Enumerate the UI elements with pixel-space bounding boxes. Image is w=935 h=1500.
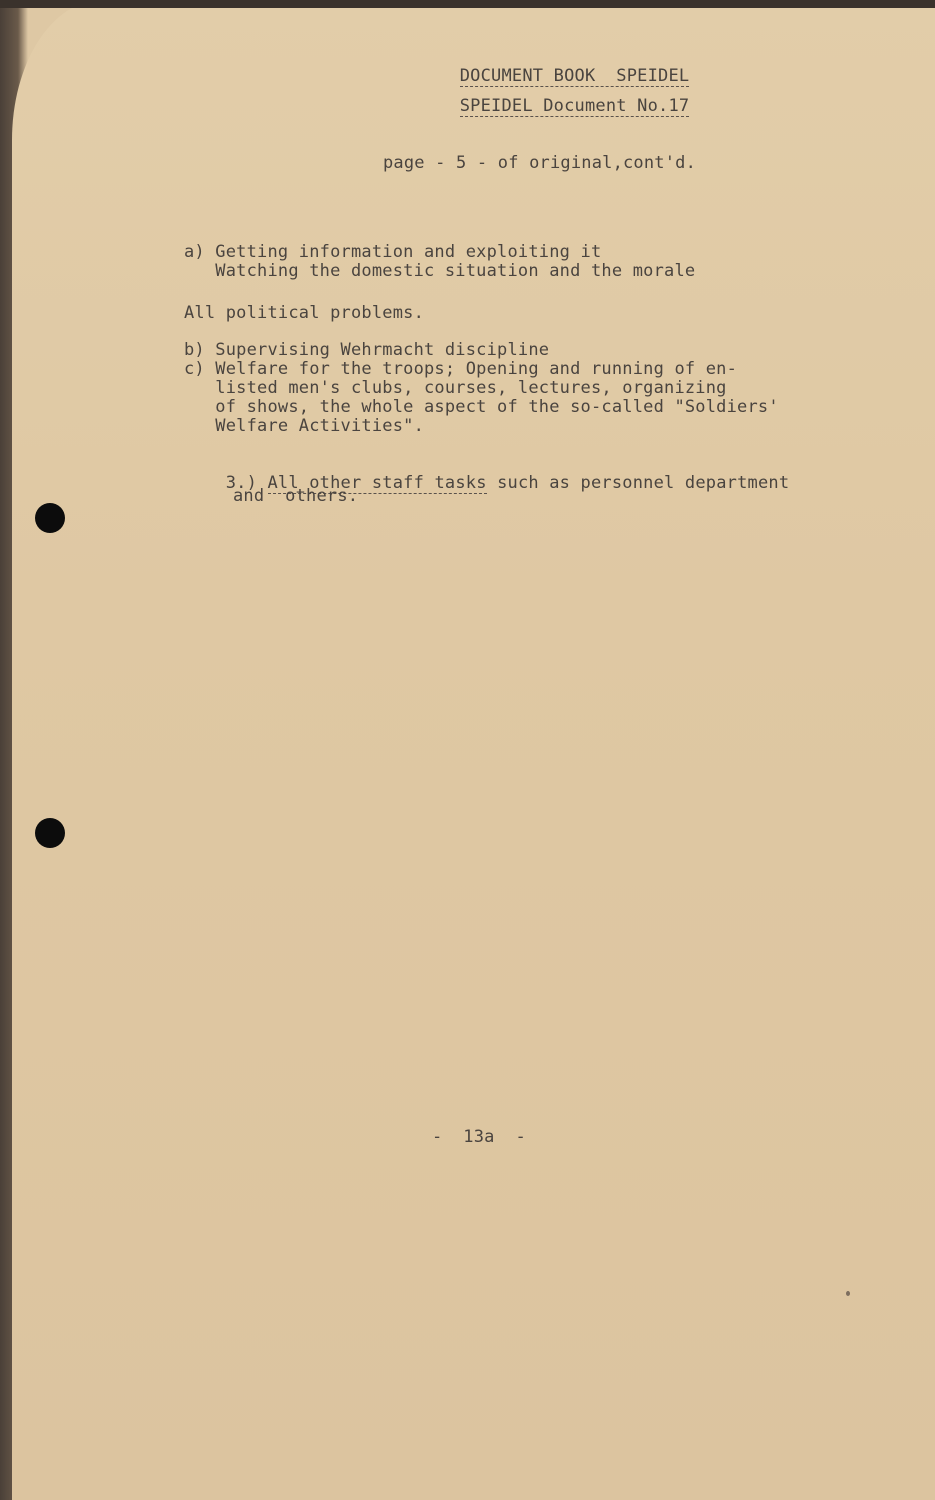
- punch-hole-top: [35, 503, 65, 533]
- section-b: b) Supervising Wehrmacht discipline: [184, 340, 550, 360]
- section-c-line-4: Welfare Activities".: [184, 416, 425, 436]
- section-a-line-2: Watching the domestic situation and the morale: [184, 261, 696, 281]
- section-c-line-1: c) Welfare for the troops; Opening and running of en-: [184, 359, 738, 379]
- paper-sheet: [12, 0, 935, 1500]
- section-c-line-2: listed men's clubs, courses, lectures, organizing: [184, 378, 727, 398]
- section-3-underlined: All other staff tasks: [267, 473, 487, 493]
- document-number: SPEIDEL Document No.17: [459, 96, 690, 116]
- punch-hole-bottom: [35, 818, 65, 848]
- document-number-header: [418, 78, 689, 136]
- section-c-line-3: of shows, the whole aspect of the so-called "Soldiers': [184, 397, 779, 417]
- section-a-line-1: a) Getting information and exploiting it: [184, 242, 602, 262]
- section-3-number: 3.): [225, 473, 258, 493]
- header-title: DOCUMENT BOOK SPEIDEL: [459, 66, 690, 86]
- section-3-rest: such as personnel department: [486, 473, 790, 493]
- section-3-line-2: and others.: [233, 486, 359, 506]
- footer-page-number: - 13a -: [432, 1127, 526, 1147]
- political-problems: All political problems.: [184, 303, 425, 323]
- paper-speck: [846, 1291, 850, 1296]
- scan-top-edge: [0, 0, 935, 8]
- page-reference: page - 5 - of original,cont'd.: [383, 153, 697, 173]
